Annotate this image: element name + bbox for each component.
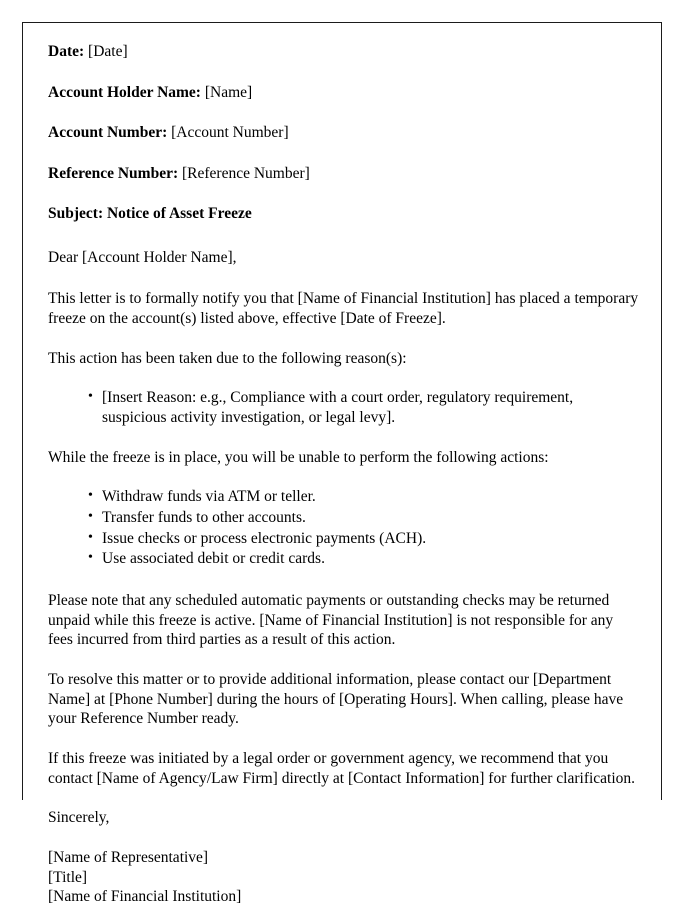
reason-list [48, 388, 641, 427]
salutation: Dear [Account Holder Name], [48, 248, 237, 266]
restriction-list-item-text: • Transfer funds to other accounts. [102, 509, 306, 527]
header-field-date [48, 43, 641, 62]
paragraph-contact-department: To resolve this matter or to provide additional information, please contact our [Department Name] at [Phone Number] during the hours of [Operating Hours]. When calling, please have your Reference Number ready. [48, 671, 624, 728]
restriction-list-item-text: • Issue checks or process electronic payments (ACH). [102, 529, 427, 547]
header-field-account-holder-name-label: Account Holder Name: [48, 83, 201, 101]
paragraph-legal-order-contact: If this freeze was initiated by a legal order or government agency, we recommend that you contact [Name of Agency/Law Firm] directly at [Contact Information] for further clarification. [48, 750, 636, 787]
header-field-account-holder-name-value: [Name] [204, 83, 253, 101]
paragraph-reason-intro: This action has been taken due to the following reason(s): [48, 349, 407, 367]
header-field-reference-number-value: [Reference Number] [182, 164, 310, 182]
reason-list-item-text: • [Insert Reason: e.g., Compliance with a court order, regulatory requirement, suspicious activity investigation, or legal levy]. [102, 389, 574, 427]
signature-block [48, 848, 641, 907]
signature-representative-name: [Name of Representative] [48, 848, 209, 866]
header-field-reference-number [48, 165, 641, 184]
header-field-reference-number-label: Reference Number: [48, 164, 179, 182]
subject-line: Subject: Notice of Asset Freeze [48, 205, 252, 223]
document-body [23, 23, 661, 907]
signature-institution-name: [Name of Financial Institution] [48, 888, 242, 906]
paragraph-restriction-intro: While the freeze is in place, you will be unable to perform the following actions: [48, 448, 549, 466]
paragraph-notification: This letter is to formally notify you that [Name of Financial Institution] has placed a temporary freeze on the account(s) listed above, effective [Date of Freeze]. [48, 290, 639, 328]
header-field-account-number [48, 124, 641, 143]
header-field-account-number-value: [Account Number] [171, 124, 289, 142]
list-item [88, 508, 641, 528]
signature-title: [Title] [48, 868, 88, 886]
header-field-date-value: [Date] [88, 43, 128, 60]
paragraph-liability-notice: Please note that any scheduled automatic payments or outstanding checks may be returned unpaid while this freeze is active. [Name of Financial Institution] is not responsible for any fees incurred from third parties as a result of this action. [48, 592, 614, 649]
closing-salutation: Sincerely, [48, 809, 110, 827]
restriction-list [48, 487, 641, 569]
restriction-list-item-text: • Withdraw funds via ATM or teller. [102, 488, 316, 506]
letter-header-fields [48, 43, 641, 183]
header-field-account-number-label: Account Number: [48, 124, 168, 142]
list-item [88, 487, 641, 507]
list-item [88, 549, 641, 569]
list-item [88, 529, 641, 549]
list-item [88, 388, 641, 427]
restriction-list-item-text: • Use associated debit or credit cards. [102, 550, 325, 568]
header-field-account-holder-name [48, 84, 641, 103]
document-page [22, 22, 662, 906]
header-field-date-label: Date: [48, 43, 85, 60]
